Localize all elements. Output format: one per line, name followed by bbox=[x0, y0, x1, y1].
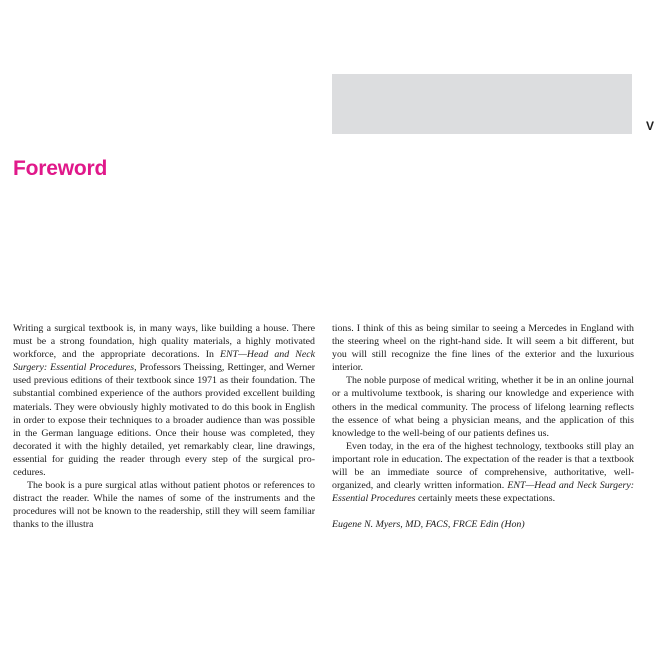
book-title: ENT—Head and Neck Surgery: Essential Procedures bbox=[13, 349, 315, 374]
paragraph-1-text-a: Writing a surgical textbook is, in many ways, like building a house. There must be a strong foundation, high quality materials, a highly motivated workforce, and the appropriate decorations. In bbox=[13, 323, 315, 361]
page-number: V bbox=[646, 119, 655, 133]
right-column bbox=[332, 322, 634, 531]
book-title: ENT—Head and Neck Surgery: Essential Procedures bbox=[332, 480, 634, 505]
header-bar bbox=[332, 74, 632, 134]
paragraph-4-text-b: certainly meets these expectations. bbox=[415, 493, 556, 505]
paragraph-2-continued: tions. I think of this as being similar to seeing a Mercedes in England with the steering wheel on the right-hand side. It will seem a bit different, but you will still recognize the fine lines of the exterior and the luxurious interior. bbox=[332, 323, 634, 374]
paragraph-4 bbox=[332, 440, 634, 505]
paragraph-2: The book is a pure surgical atlas without patient photos or references to distract the reader. While the names of some of the instruments and the procedures will not be known to the readership, still they will seem familiar thanks to the illustra bbox=[13, 480, 315, 531]
page-title: Foreword bbox=[13, 157, 108, 180]
paragraph-4-text-a: Even today, in the era of the highest technology, textbooks still play an important role in education. The expectation of the reader is that a textbook will be an immediate source of comprehensive, authoritative, well-organized, and clearly written information. bbox=[332, 440, 634, 492]
signature: Eugene N. Myers, MD, FACS, FRCE Edin (Hon) bbox=[332, 519, 525, 531]
paragraph-1-text-b: , Professors Theissing, Rettinger, and Werner used previous editions of their textbook since 1971 as their foundation. The substantial combined experience of the authors provided excellent building materials. They were obviously highly motivated to do this book in English in order to expose their techniques to a broader audience than was possible in the German language editions. Once their house was completed, they decorated it with the highly detailed, yet remarkably clear, line drawings, essential for guiding the reader through every step of the surgical procedures. bbox=[13, 362, 315, 479]
left-column bbox=[13, 322, 315, 532]
paragraph-3: The noble purpose of medical writing, whether it be in an online journal or a multivolume textbook, is sharing our knowledge and experience with others in the medical community. The process of lifelong learning reflects the essence of what being a physician means, and the application of this knowledge to the well-being of our patients defines us. bbox=[332, 375, 634, 439]
paragraph-1 bbox=[13, 322, 315, 479]
